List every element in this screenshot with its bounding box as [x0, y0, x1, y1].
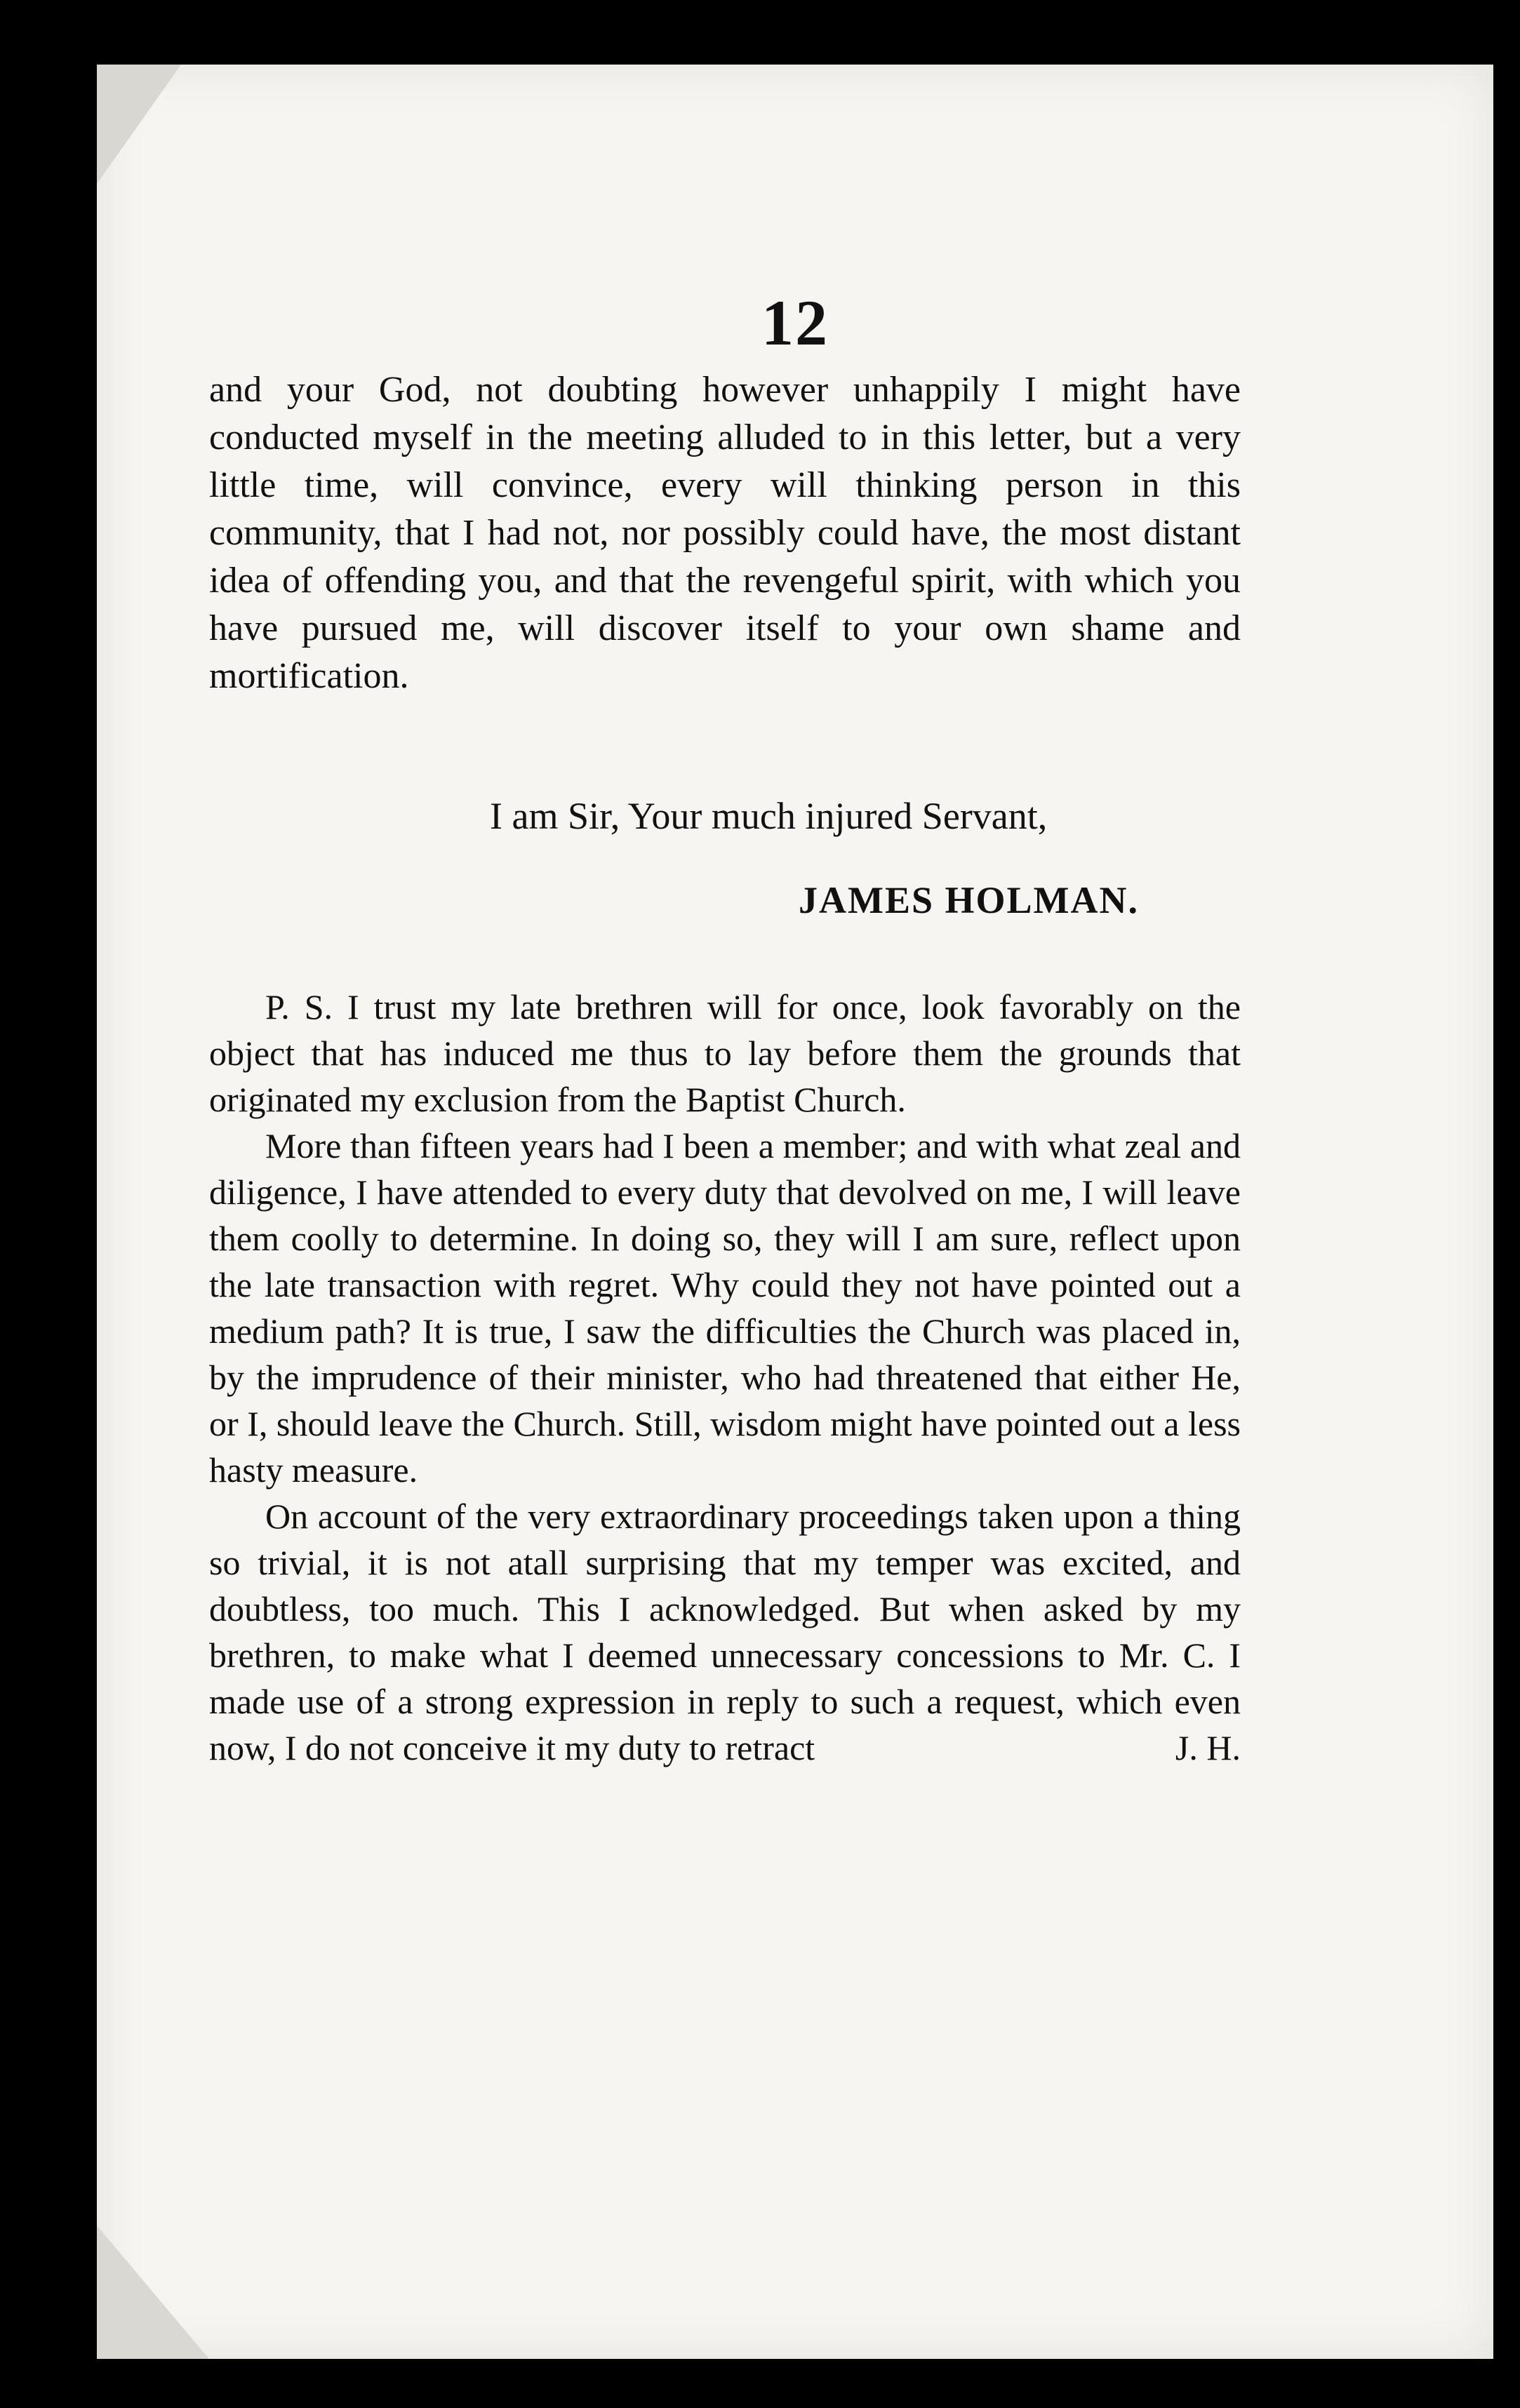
folded-corner-bottom: [97, 2226, 209, 2359]
postscript-initials: J. H.: [1175, 1728, 1241, 1767]
folded-corner-top: [97, 65, 181, 184]
letter-closing: I am Sir, Your much injured Servant,: [490, 795, 1048, 837]
postscript-paragraph: More than fifteen years had I been a member; and with what zeal and diligence, I have attended to every duty that devolved on me, I will leave them coolly to determine. In doing so, they will I am sure, reflect upon the late transaction with regret. Why could they not have pointed out a medium path? It is true, I saw the difficulties the Church was placed in, by the imprudence of their minister, who had threatened that either He, or I, should leave the Church. Still, wisdom might have pointed out a less hasty measure.: [209, 1126, 1241, 1490]
postscript-paragraph: P. S. I trust my late brethren will for once, look favorably on the object that has induced me thus to lay before them the grounds that originated my exclusion from the Baptist Church.: [209, 987, 1241, 1119]
postscript: [209, 984, 1241, 1771]
page-number: 12: [761, 287, 829, 359]
letter-signature: JAMES HOLMAN.: [799, 879, 1139, 921]
letter-paragraph: [209, 366, 1241, 700]
postscript-paragraph: [209, 1493, 1241, 1771]
document-page: [97, 65, 1493, 2359]
postscript-last-text: On account of the very extraordinary proceedings taken upon a thing so trivial, it is not atall surprising that my temper was excited, and doubtless, too much. This I acknowledged. But when asked by my brethren, to make what I deemed unnecessary concessions to Mr. C. I made use of a strong expression in reply to such a request, which even now, I do not conceive it my duty to retract: [209, 1497, 1241, 1767]
letter-body-text: and your God, not doubting however unhappily I might have conducted myself in the meeting alluded to in this letter, but a very little time, will convince, every will thinking person in this community, that I had not, nor possibly could have, the most distant idea of offending you, and that the revengeful spirit, with which you have pursued me, will discover itself to your own shame and mortification.: [209, 370, 1241, 696]
